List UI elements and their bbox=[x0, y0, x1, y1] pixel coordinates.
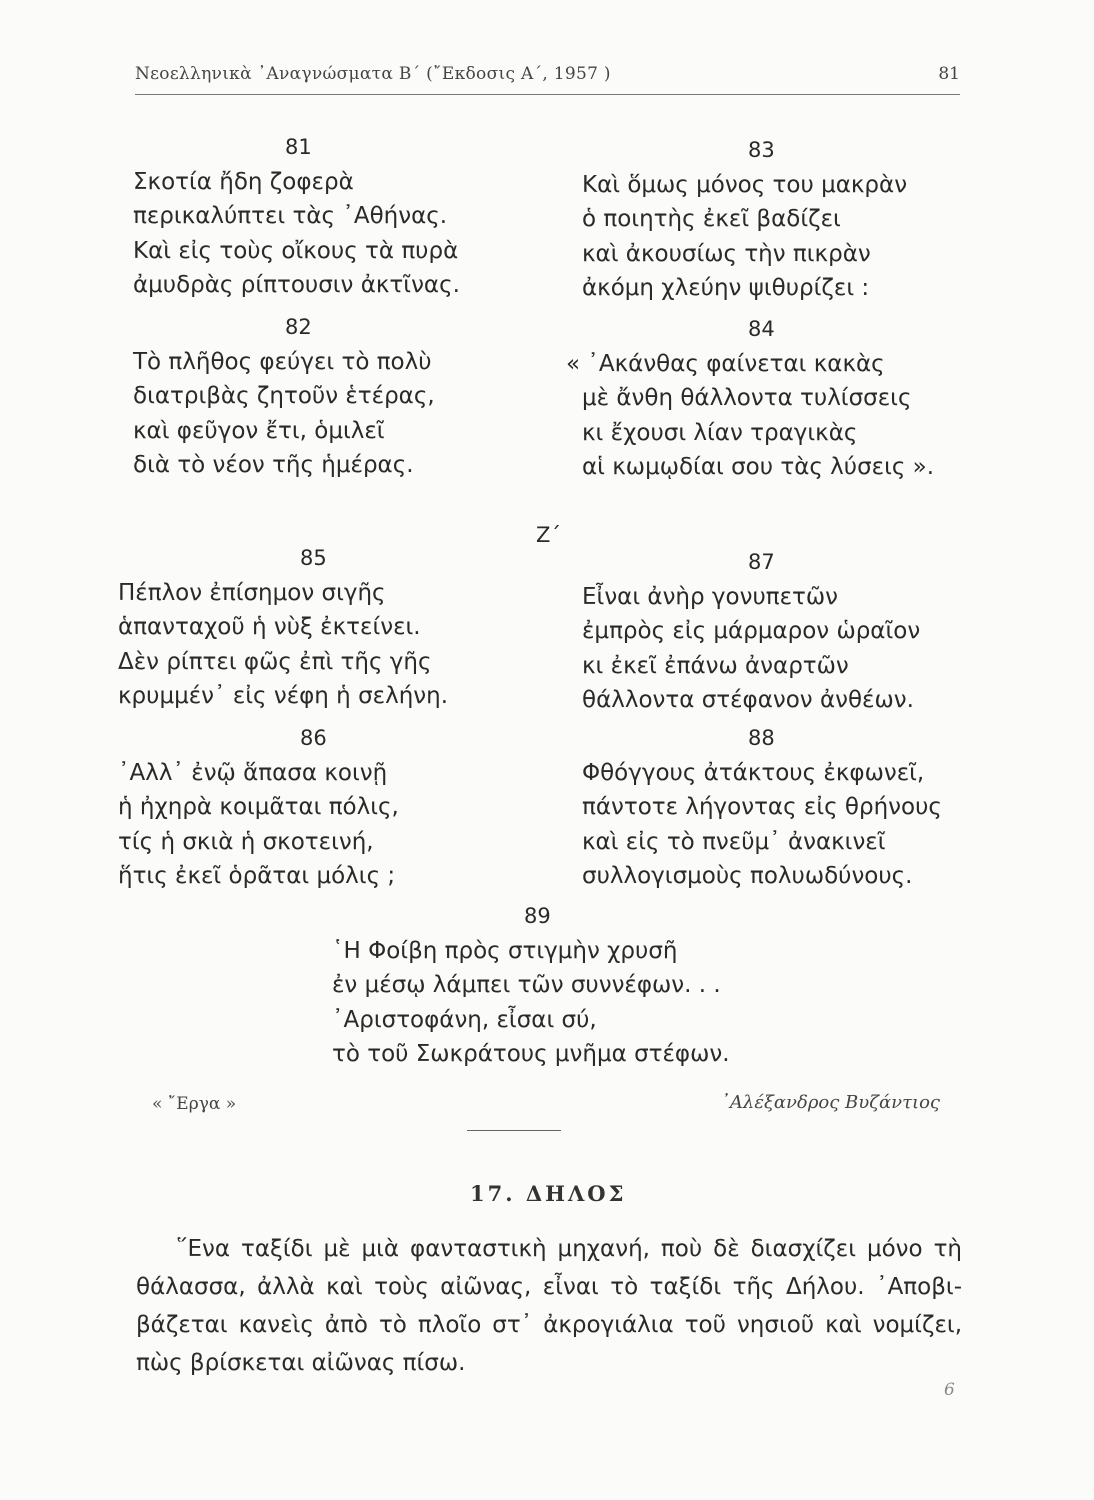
verse-line: ἡ ἠχηρὰ κοιμᾶται πόλις, bbox=[118, 794, 399, 821]
verse-line: ἁπανταχοῦ ἡ νὺξ ἐκτείνει. bbox=[118, 614, 421, 641]
verse-line: καὶ φεῦγον ἔτι, ὁμιλεῖ bbox=[133, 417, 385, 444]
author-name: ᾿Αλέξανδρος Βυζάντιος bbox=[720, 1092, 940, 1113]
verse-line: τίς ἡ σκιὰ ἡ σκοτεινή, bbox=[118, 828, 374, 855]
stanza-85 bbox=[118, 541, 448, 714]
verse-line: Εἶναι ἀνὴρ γονυπετῶν bbox=[582, 583, 838, 610]
stanza-number: 81 bbox=[285, 135, 312, 159]
stanza-number: 83 bbox=[748, 138, 775, 162]
stanza-81 bbox=[133, 130, 460, 303]
verse-line: μὲ ἄνθη θάλλοντα τυλίσσεις bbox=[582, 385, 912, 412]
verse-line: συλλογισμοὺς πολυωδύνους. bbox=[582, 863, 913, 890]
verse-line: διὰ τὸ νέον τῆς ἡμέρας. bbox=[133, 452, 414, 479]
verse-line: Τὸ πλῆθος φεύγει τὸ πολὺ bbox=[133, 348, 432, 375]
verse-line: ῾Η Φοίβη πρὸς στιγμὴν χρυσῆ bbox=[332, 937, 678, 964]
stanza-87 bbox=[582, 545, 920, 718]
header-page-number: 81 bbox=[938, 64, 960, 84]
verse-line: ἐμπρὸς εἰς μάρμαρον ὡραῖον bbox=[582, 618, 921, 645]
verse-line: ὁ ποιητὴς ἐκεῖ βαδίζει bbox=[582, 206, 841, 233]
stanza-84 bbox=[566, 312, 934, 485]
stanza-88 bbox=[582, 721, 942, 894]
stanza-83 bbox=[582, 133, 907, 306]
verse-line: καὶ ἀκουσίως τὴν πικρὰν bbox=[582, 240, 871, 267]
stanza-number: 88 bbox=[748, 726, 775, 750]
verse-line: κι ἔχουσι λίαν τραγικὰς bbox=[582, 419, 858, 446]
stanza-86 bbox=[118, 721, 399, 894]
verse-line: τὸ τοῦ Σωκράτους μνῆμα στέφων. bbox=[332, 1041, 730, 1068]
verse-line: « ᾿Ακάνθας φαίνεται κακὰς bbox=[566, 350, 885, 377]
verse-line: ἥτις ἐκεῖ ὁρᾶται μόλις ; bbox=[118, 863, 396, 890]
running-header bbox=[135, 60, 960, 95]
stanza-89 bbox=[332, 899, 730, 1072]
verse-line: Καὶ εἰς τοὺς οἴκους τὰ πυρὰ bbox=[133, 237, 459, 264]
verse-line: κρυμμέν᾿ εἰς νέφη ἡ σελήνη. bbox=[118, 683, 449, 710]
verse-line: ἀκόμη χλεύην ψιθυρίζει : bbox=[582, 275, 870, 302]
verse-line: ἀμυδρὰς ρίπτουσιν ἀκτῖνας. bbox=[133, 272, 460, 299]
verse-line: ἐν μέσῳ λάμπει τῶν συννέφων. . . bbox=[332, 972, 721, 999]
verse-line: ᾿Αριστοφάνη, εἶσαι σύ, bbox=[332, 1006, 597, 1033]
verse-line: θάλλοντα στέφανον ἀνθέων. bbox=[582, 687, 914, 714]
folio-signature: 6 bbox=[944, 1380, 955, 1400]
verse-line: πάντοτε λήγοντας εἰς θρήνους bbox=[582, 794, 942, 821]
stanza-number: 85 bbox=[300, 546, 327, 570]
verse-line: περικαλύπτει τὰς ᾿Αθήνας. bbox=[133, 203, 448, 230]
verse-line: διατριβὰς ζητοῦν ἑτέρας, bbox=[133, 383, 435, 410]
verse-line: Σκοτία ἤδη ζοφερὰ bbox=[133, 168, 354, 195]
verse-line: αἱ κωμῳδίαι σου τὰς λύσεις ». bbox=[582, 454, 935, 481]
source-citation: « ῎Εργα » bbox=[152, 1094, 237, 1114]
prose-line: πὼς βρίσκεται αἰῶνας πίσω. bbox=[136, 1350, 466, 1376]
stanza-number: 87 bbox=[748, 550, 775, 574]
prose-line: βάζεται κανεὶς ἀπὸ τὸ πλοῖο στ᾿ ἀκρογιάλια τοῦ νησιοῦ καὶ νομίζει, bbox=[136, 1312, 962, 1338]
prose-line: ῞Ενα ταξίδι μὲ μιὰ φανταστικὴ μηχανή, ποὺ δὲ διασχίζει μόνο τὴ bbox=[176, 1236, 962, 1262]
stanza-number: 82 bbox=[285, 315, 312, 339]
verse-line: καὶ εἰς τὸ πνεῦμ᾿ ἀνακινεῖ bbox=[582, 828, 886, 855]
verse-line: Δὲν ρίπτει φῶς ἐπὶ τῆς γῆς bbox=[118, 648, 432, 675]
verse-line: Φθόγγους ἀτάκτους ἐκφωνεῖ, bbox=[582, 759, 925, 786]
prose-line: θάλασσα, ἀλλὰ καὶ τοὺς αἰῶνας, εἶναι τὸ ταξίδι τῆς Δήλου. ᾿Αποβι- bbox=[136, 1274, 962, 1300]
stanza-82 bbox=[133, 310, 435, 483]
stanza-number: 84 bbox=[748, 317, 775, 341]
stanza-number: 89 bbox=[524, 904, 551, 928]
section-divider bbox=[467, 1130, 561, 1131]
verse-line: κι ἐκεῖ ἐπάνω ἀναρτῶν bbox=[582, 652, 849, 679]
prose-paragraph bbox=[136, 1230, 962, 1382]
section-title: 17. ΔΗΛΟΣ bbox=[470, 1181, 627, 1206]
stanza-number: 86 bbox=[300, 726, 327, 750]
verse-line: Πέπλον ἐπίσημον σιγῆς bbox=[118, 579, 386, 606]
verse-line: Καὶ ὅμως μόνος του μακρὰν bbox=[582, 171, 908, 198]
verse-line: ᾿Αλλ᾿ ἐνῷ ἅπασα κοινῇ bbox=[118, 759, 388, 786]
header-title: Νεοελληνικὰ ᾿Αναγνώσματα Β΄ (῎Εκδοσις Α΄, 1957 ) bbox=[135, 64, 611, 84]
section-mark: Ζ΄ bbox=[536, 523, 561, 547]
